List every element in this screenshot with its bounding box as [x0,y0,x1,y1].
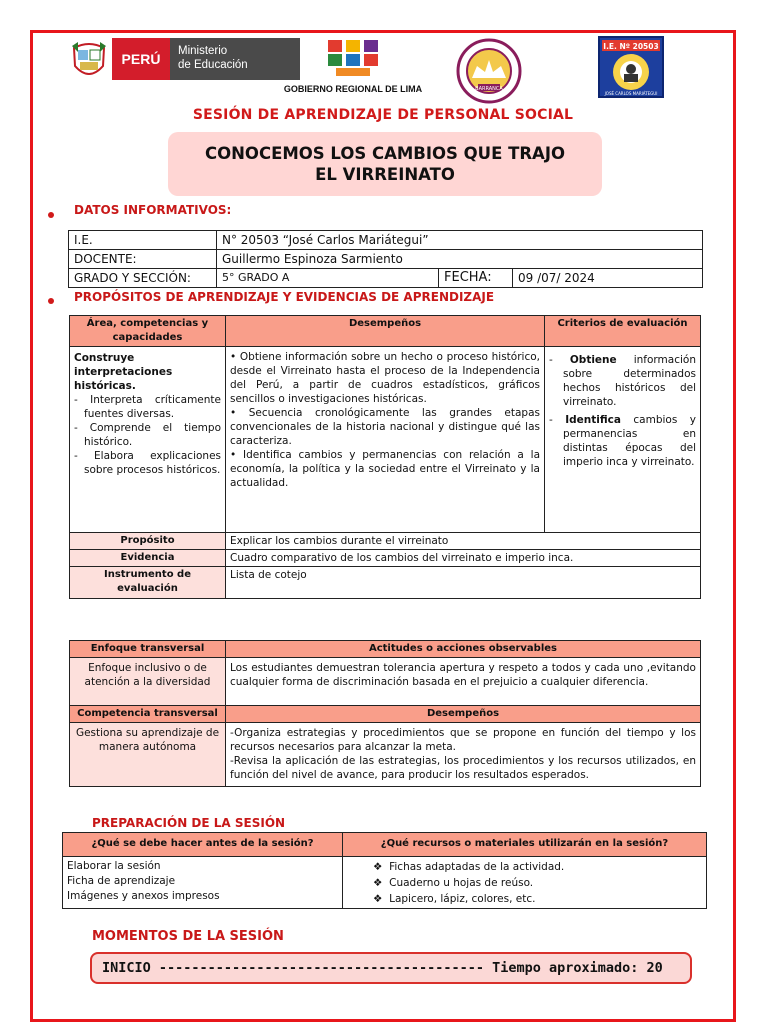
recurso-text: Cuaderno u hojas de reúso. [389,877,534,889]
ministry-line1: Ministerio [178,45,228,57]
list-item: - Interpreta críticamente fuentes diversas. [74,394,221,420]
list-item: Ficha de aprendizaje [67,875,176,887]
desempeno-item: • Identifica cambios y permanencias con relación a la economía, la política y la sociedad entre el Virreinato y la actualidad. [230,449,540,489]
momentos-heading: MOMENTOS DE LA SESIÓN [92,929,284,944]
main-title-line1: CONOCEMOS LOS CAMBIOS QUE TRAJO [204,144,565,163]
session-title: SESIÓN DE APRENDIZAJE DE PERSONAL SOCIAL [192,107,574,123]
criterio2-bold: Identifica [565,414,621,426]
comp-desempeno-item: -Revisa la aplicación de las estrategias, los procedimientos y los recursos utilizados, en función del nivel de avance, para producir los resultados esperados. [230,755,696,781]
criterios-cell [545,347,701,533]
header-logos [60,36,720,102]
table-row [70,658,701,706]
preparacion-table [62,832,707,909]
competencia-transversal-value: Gestiona su aprendizaje de manera autónoma [70,723,226,787]
school-badge-text: I.E. Nº 20503 [603,42,659,51]
table-row [69,231,703,250]
desempeno-item: • Obtiene información sobre un hecho o proceso histórico, desde el Virreinato hasta el proceso de la Independencia del Perú, a partir de cuadros estadísticos, gráficos sencillos o investigaciones históricas. [230,351,540,405]
recurso-text: Lapicero, lápiz, colores, etc. [389,893,536,905]
docente-label: DOCENTE: [69,250,217,269]
enfoque-value: Enfoque inclusivo o de atención a la diversidad [70,658,226,706]
list-item: - Comprende el tiempo histórico. [74,422,221,448]
school-logo-icon [598,36,664,98]
list-item: Imágenes y anexos impresos [67,890,220,902]
table-row [70,706,701,723]
datos-heading: DATOS INFORMATIVOS: [74,203,232,217]
enfoque-header: Enfoque transversal [70,641,226,658]
main-title-line2: EL VIRREINATO [315,165,455,184]
peru-label: PERÚ [112,38,170,80]
criterio1-rest: información sobre determinados hechos históricos del virreinato. [563,354,696,408]
list-item: Elaborar la sesión [67,860,161,872]
table-row [70,567,701,599]
criterio2-rest: cambios y permanencias en distintas épocas del imperio inca y virreinato. [563,414,696,468]
propositos-heading: PROPÓSITOS DE APRENDIZAJE Y EVIDENCIAS DE APRENDIZAJE [74,290,495,304]
actitudes-header: Actitudes o acciones observables [226,641,701,658]
table-row [70,723,701,787]
gobierno-regional-logo [268,36,438,96]
grado-label: GRADO Y SECCIÓN: [69,269,217,288]
ministry-line2: de Educación [178,59,248,71]
comp-desempenos-header: Desempeños [226,706,701,723]
capacidades-list [74,393,221,477]
diamond-bullet-icon: ❖ [373,861,383,873]
diamond-bullet-icon: ❖ [373,877,383,889]
evidencia-label: Evidencia [70,550,226,567]
competencia-transversal-header: Competencia transversal [70,706,226,723]
fecha-label: FECHA: [439,269,513,288]
recurso-text: Fichas adaptadas de la actividad. [389,861,565,873]
gobierno-emblem-icon [326,38,380,78]
table-row [70,641,701,658]
proposito-value: Explicar los cambios durante el virreinato [226,533,701,550]
enfoque-table [69,640,701,787]
gobierno-text: GOBIERNO REGIONAL DE LIMA [283,84,423,94]
docente-value: Guillermo Espinoza Sarmiento [217,250,703,269]
competencia-text: Construye interpretaciones históricas. [74,352,173,392]
ugel-seal-icon [456,38,522,104]
ie-value: N° 20503 “José Carlos Mariátegui” [217,231,703,250]
bullet-icon [48,298,54,304]
school-name-text: JOSÉ CARLOS MARIÁTEGUI [604,91,658,96]
col-criterios-header: Criterios de evaluación [545,316,701,347]
table-row [70,347,701,533]
preparacion-heading: PREPARACIÓN DE LA SESIÓN [92,816,286,830]
propositos-table [69,315,701,599]
table-row [70,550,701,567]
ie-label: I.E. [69,231,217,250]
col-desempenos-header: Desempeños [226,316,545,347]
fecha-value: 09 /07/ 2024 [513,269,703,288]
table-row [69,269,703,288]
recursos-cell [343,857,707,909]
comp-desempeno-item: -Organiza estrategias y procedimientos que se propone en función del tiempo y los recursos necesarios para alcanzar la meta. [230,727,696,753]
col-area-header: Área, competencias y capacidades [70,316,226,347]
datos-table [68,230,703,288]
antes-cell [63,857,343,909]
bullet-icon [48,212,54,218]
criterio-item: - Obtiene información sobre determinados hechos históricos del virreinato. [549,354,696,408]
area-cell [70,347,226,533]
list-item [373,859,702,875]
recursos-header: ¿Qué recursos o materiales utilizarán en la sesión? [343,833,707,857]
criterio-item: - Identifica cambios y permanencias en distintas épocas del imperio inca y virreinato. [549,414,696,468]
grado-value: 5° GRADO A [217,269,439,288]
list-item [373,891,702,907]
table-row [63,833,707,857]
table-row [70,533,701,550]
antes-header: ¿Qué se debe hacer antes de la sesión? [63,833,343,857]
comp-desempenos-cell [226,723,701,787]
main-title-box [168,132,602,196]
criterio1-bold: Obtiene [569,354,617,366]
instrumento-value: Lista de cotejo [226,567,701,599]
evidencia-value: Cuadro comparativo de los cambios del virreinato e imperio inca. [226,550,701,567]
proposito-label: Propósito [70,533,226,550]
actitudes-value: Los estudiantes demuestran tolerancia apertura y respeto a todos y cada uno ,evitando cualquier forma de discriminación basada en el prejuicio a cualquier diferencia. [226,658,701,706]
peru-coat-of-arms-icon [70,40,108,82]
inicio-bar: INICIO ---------------------------------------- Tiempo aproximado: 20 [90,952,692,984]
desempenos-cell [226,347,545,533]
table-row [70,316,701,347]
list-item [373,875,702,891]
table-row [63,857,707,909]
instrumento-label: Instrumento de evaluación [70,567,226,599]
diamond-bullet-icon: ❖ [373,893,383,905]
desempeno-item: • Secuencia cronológicamente las grandes etapas convencionales de la historia nacional y distingue qué las caracteriza. [230,407,540,447]
seal-text: BARRANCA [475,86,503,92]
table-row [69,250,703,269]
list-item: - Elabora explicaciones sobre procesos históricos. [74,450,221,476]
